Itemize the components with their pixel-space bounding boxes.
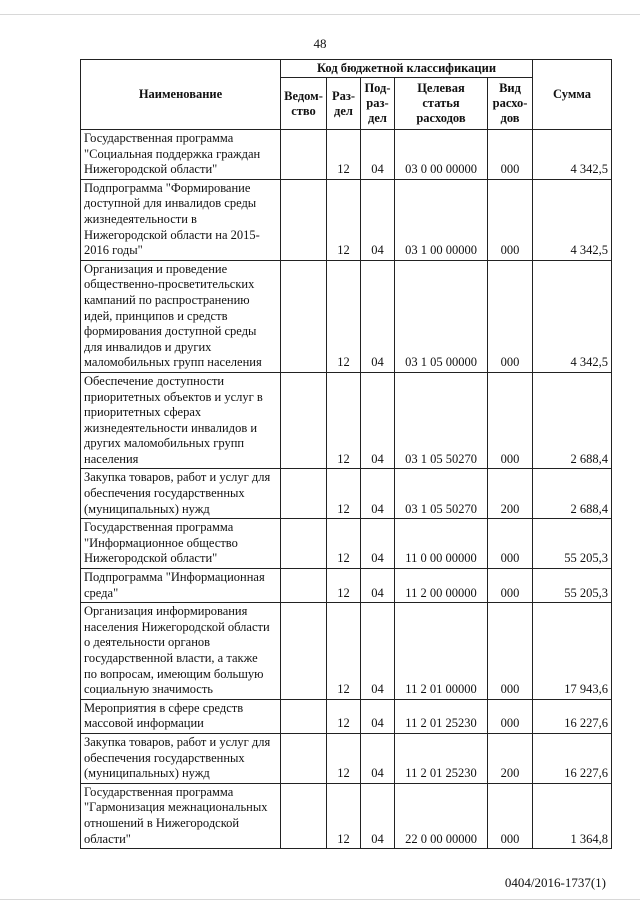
cell-dept: [281, 260, 327, 372]
header-subsection: Под-раз-дел: [361, 78, 395, 130]
table-row: [81, 733, 612, 783]
cell-dept: [281, 519, 327, 569]
table-row: [81, 603, 612, 700]
cell-expense-type: 000: [488, 603, 533, 700]
header-sum: Сумма: [533, 60, 612, 130]
table-row: [81, 260, 612, 372]
table-row: [81, 699, 612, 733]
cell-expense-type: 000: [488, 372, 533, 469]
scan-edge-bottom: [0, 899, 640, 900]
cell-sum: 16 227,6: [533, 733, 612, 783]
header-section: Раз-дел: [327, 78, 361, 130]
cell-subsection: 04: [361, 699, 395, 733]
cell-dept: [281, 179, 327, 260]
cell-target: 03 0 00 00000: [395, 130, 488, 180]
cell-expense-type: 200: [488, 733, 533, 783]
cell-section: 12: [327, 179, 361, 260]
scan-edge-top: [0, 14, 640, 15]
cell-subsection: 04: [361, 372, 395, 469]
cell-section: 12: [327, 260, 361, 372]
cell-expense-type: 200: [488, 469, 533, 519]
cell-name: Организация и проведение общественно-просветительских кампаний по распространению идей, принципов и средств формирования доступной среды для инвалидов и других маломобильных групп населения: [81, 260, 281, 372]
cell-subsection: 04: [361, 733, 395, 783]
cell-name: Государственная программа "Информационное общество Нижегородской области": [81, 519, 281, 569]
cell-subsection: 04: [361, 260, 395, 372]
cell-target: 03 1 05 50270: [395, 372, 488, 469]
cell-section: 12: [327, 603, 361, 700]
cell-expense-type: 000: [488, 519, 533, 569]
cell-dept: [281, 130, 327, 180]
cell-sum: 2 688,4: [533, 469, 612, 519]
cell-name: Мероприятия в сфере средств массовой информации: [81, 699, 281, 733]
cell-target: 03 1 05 50270: [395, 469, 488, 519]
cell-expense-type: 000: [488, 260, 533, 372]
cell-target: 11 2 01 00000: [395, 603, 488, 700]
cell-subsection: 04: [361, 783, 395, 848]
cell-subsection: 04: [361, 603, 395, 700]
cell-name: Организация информирования населения Нижегородской области о деятельности органов государственной власти, а также по вопросам, имеющим большую социальную значимость: [81, 603, 281, 700]
cell-dept: [281, 603, 327, 700]
header-target: Целевая статья расходов: [395, 78, 488, 130]
cell-name: Подпрограмма "Информационная среда": [81, 569, 281, 603]
table-row: [81, 519, 612, 569]
cell-section: 12: [327, 372, 361, 469]
cell-sum: 4 342,5: [533, 260, 612, 372]
table-row: [81, 372, 612, 469]
cell-subsection: 04: [361, 130, 395, 180]
cell-subsection: 04: [361, 519, 395, 569]
cell-expense-type: 000: [488, 783, 533, 848]
cell-expense-type: 000: [488, 699, 533, 733]
cell-name: Закупка товаров, работ и услуг для обеспечения государственных (муниципальных) нужд: [81, 733, 281, 783]
cell-sum: 55 205,3: [533, 569, 612, 603]
cell-sum: 2 688,4: [533, 372, 612, 469]
cell-section: 12: [327, 783, 361, 848]
cell-dept: [281, 783, 327, 848]
cell-sum: 4 342,5: [533, 179, 612, 260]
cell-expense-type: 000: [488, 130, 533, 180]
cell-target: 22 0 00 00000: [395, 783, 488, 848]
table-body: [81, 130, 612, 849]
cell-dept: [281, 569, 327, 603]
header-name: Наименование: [81, 60, 281, 130]
cell-target: 11 2 01 25230: [395, 733, 488, 783]
cell-name: Закупка товаров, работ и услуг для обеспечения государственных (муниципальных) нужд: [81, 469, 281, 519]
cell-name: Государственная программа "Социальная поддержка граждан Нижегородской области": [81, 130, 281, 180]
cell-section: 12: [327, 469, 361, 519]
cell-dept: [281, 469, 327, 519]
table-row: [81, 130, 612, 180]
header-expense-type: Вид расхо-дов: [488, 78, 533, 130]
cell-dept: [281, 699, 327, 733]
cell-target: 03 1 05 00000: [395, 260, 488, 372]
table-header: [81, 60, 612, 130]
cell-name: Государственная программа "Гармонизация межнациональных отношений в Нижегородской области": [81, 783, 281, 848]
cell-section: 12: [327, 733, 361, 783]
table-row: [81, 469, 612, 519]
cell-target: 03 1 00 00000: [395, 179, 488, 260]
cell-subsection: 04: [361, 179, 395, 260]
table-row: [81, 783, 612, 848]
table-row: [81, 569, 612, 603]
cell-expense-type: 000: [488, 569, 533, 603]
cell-name: Обеспечение доступности приоритетных объектов и услуг в приоритетных сферах жизнедеятельности инвалидов и других маломобильных групп населения: [81, 372, 281, 469]
cell-section: 12: [327, 519, 361, 569]
cell-target: 11 2 00 00000: [395, 569, 488, 603]
header-budget-code-group: Код бюджетной классификации: [281, 60, 533, 78]
page-number: 48: [313, 36, 327, 51]
cell-dept: [281, 733, 327, 783]
cell-section: 12: [327, 569, 361, 603]
header-dept: Ведом-ство: [281, 78, 327, 130]
cell-dept: [281, 372, 327, 469]
cell-name: Подпрограмма "Формирование доступной для инвалидов среды жизнедеятельности в Нижегородской области на 2015- 2016 годы": [81, 179, 281, 260]
cell-subsection: 04: [361, 469, 395, 519]
cell-expense-type: 000: [488, 179, 533, 260]
cell-target: 11 2 01 25230: [395, 699, 488, 733]
cell-sum: 17 943,6: [533, 603, 612, 700]
cell-section: 12: [327, 699, 361, 733]
cell-sum: 4 342,5: [533, 130, 612, 180]
budget-table: [80, 59, 612, 849]
cell-sum: 55 205,3: [533, 519, 612, 569]
cell-sum: 16 227,6: [533, 699, 612, 733]
cell-subsection: 04: [361, 569, 395, 603]
cell-target: 11 0 00 00000: [395, 519, 488, 569]
document-code: 0404/2016-1737(1): [504, 875, 606, 890]
table-row: [81, 179, 612, 260]
cell-sum: 1 364,8: [533, 783, 612, 848]
cell-section: 12: [327, 130, 361, 180]
